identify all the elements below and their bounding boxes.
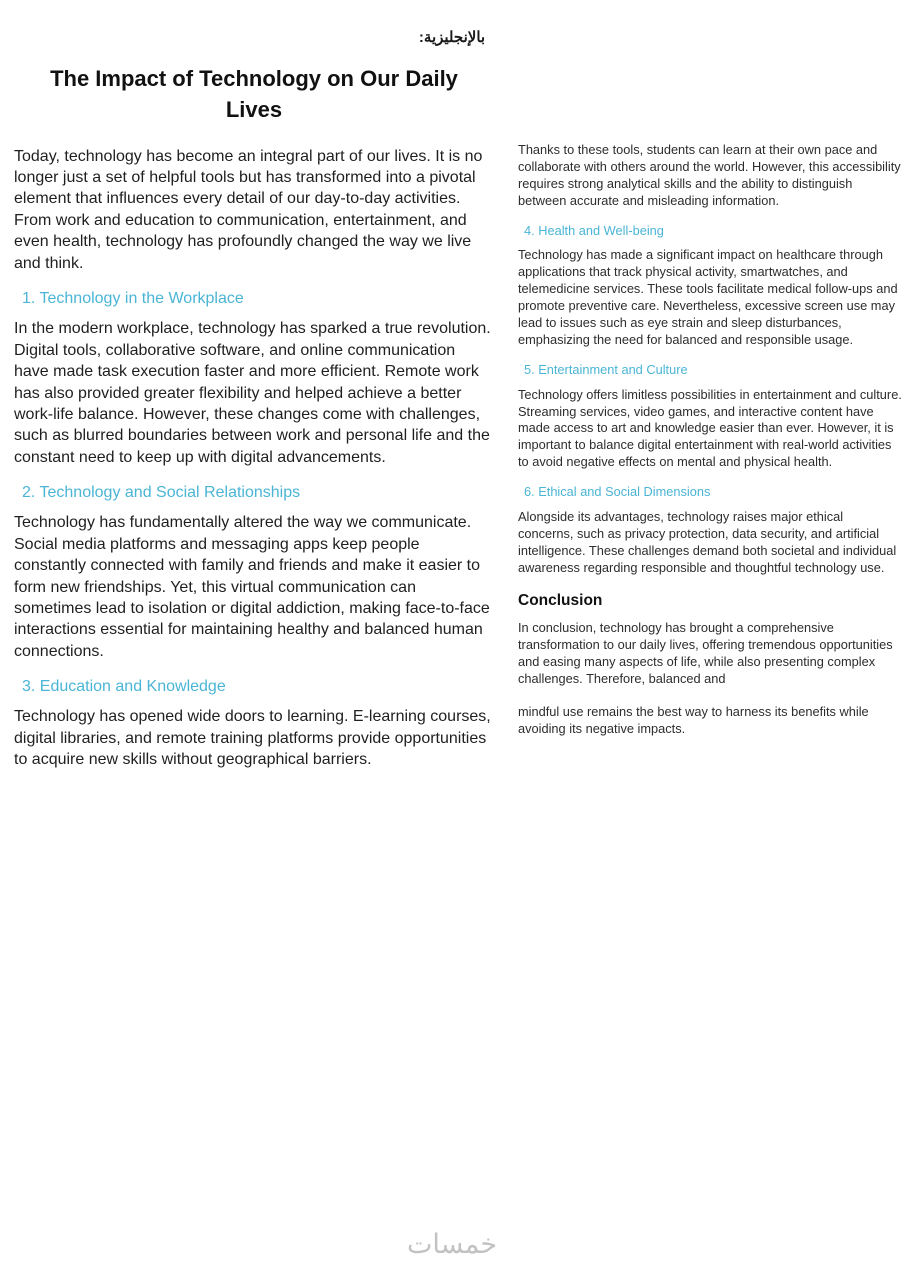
left-column xyxy=(0,58,500,785)
section-body-health: Technology has made a significant impact on healthcare through applications that track physical activity, smartwatches, and telemedicine services. These tools facilitate medical follow-ups and promote preventive care. Nevertheless, excessive screen use may lead to issues such as eye strain and sleep disturbances, emphasizing the need for balanced and responsible usage. xyxy=(518,247,898,347)
right-column xyxy=(500,58,904,747)
section-body-ethical: Alongside its advantages, technology raises major ethical concerns, such as privacy protection, data security, and artificial intelligence. These challenges demand both societal and individual awareness regarding responsible and thoughtful technology use. xyxy=(518,509,897,575)
arabic-note: بالإنجليزية: xyxy=(418,29,486,46)
section-heading-social-relationships: 2. Technology and Social Relationships xyxy=(22,484,301,502)
education-continued-paragraph: Thanks to these tools, students can learn at their own pace and collaborate with others around the world. However, this accessibility requires strong analytical skills and the ability to distinguish between accurate and misleading information. xyxy=(518,142,901,208)
section-body-social-relationships: Technology has fundamentally altered the way we communicate. Social media platforms and messaging apps keep people constantly connected with family and friends and make it easier to form new friendships. Yet, this virtual communication can sometimes lead to isolation or digital addiction, making face-to-face interactions essential for maintaining healthy and balanced human connections. xyxy=(14,514,490,660)
page-title: The Impact of Technology on Our Daily Lives xyxy=(50,66,458,122)
khamsat-watermark: خمسات xyxy=(406,1229,498,1259)
section-body-education: Technology has opened wide doors to learning. E-learning courses, digital libraries, and remote training platforms provide opportunities to acquire new skills without geographical barriers. xyxy=(14,708,491,769)
section-heading-entertainment: 5. Entertainment and Culture xyxy=(524,361,688,377)
conclusion-heading: Conclusion xyxy=(518,591,603,609)
section-heading-health: 4. Health and Well-being xyxy=(524,222,664,238)
section-heading-ethical: 6. Ethical and Social Dimensions xyxy=(524,484,711,500)
two-column-layout xyxy=(0,58,904,785)
conclusion-paragraph-2: mindful use remains the best way to harness its benefits while avoiding its negative impacts. xyxy=(518,703,869,736)
section-heading-workplace: 1. Technology in the Workplace xyxy=(22,290,244,308)
section-heading-education: 3. Education and Knowledge xyxy=(22,678,226,696)
section-body-entertainment: Technology offers limitless possibilities in entertainment and culture. Streaming services, video games, and interactive content have made access to art and knowledge easier than ever. However, it is important to balance digital entertainment with real-world activities to avoid negative effects on mental and physical health. xyxy=(518,386,902,470)
conclusion-paragraph-1: In conclusion, technology has brought a comprehensive transformation to our daily lives, offering tremendous opportunities and easing many aspects of life, while also presenting complex challenges. Therefore, balanced and xyxy=(518,620,893,686)
section-body-workplace: In the modern workplace, technology has sparked a true revolution. Digital tools, collaborative software, and online communication have made task execution faster and more efficient. Remote work has also provided greater flexibility and helped achieve a better work-life balance. However, these changes come with challenges, such as blurred boundaries between work and personal life and the constant need to keep up with digital advancements. xyxy=(14,320,491,466)
intro-paragraph: Today, technology has become an integral part of our lives. It is no longer just a set of helpful tools but has transformed into a pivotal element that influences every detail of our day-to-day activities. From work and education to communication, entertainment, and even health, technology has profoundly changed the way we live and think. xyxy=(14,147,483,272)
